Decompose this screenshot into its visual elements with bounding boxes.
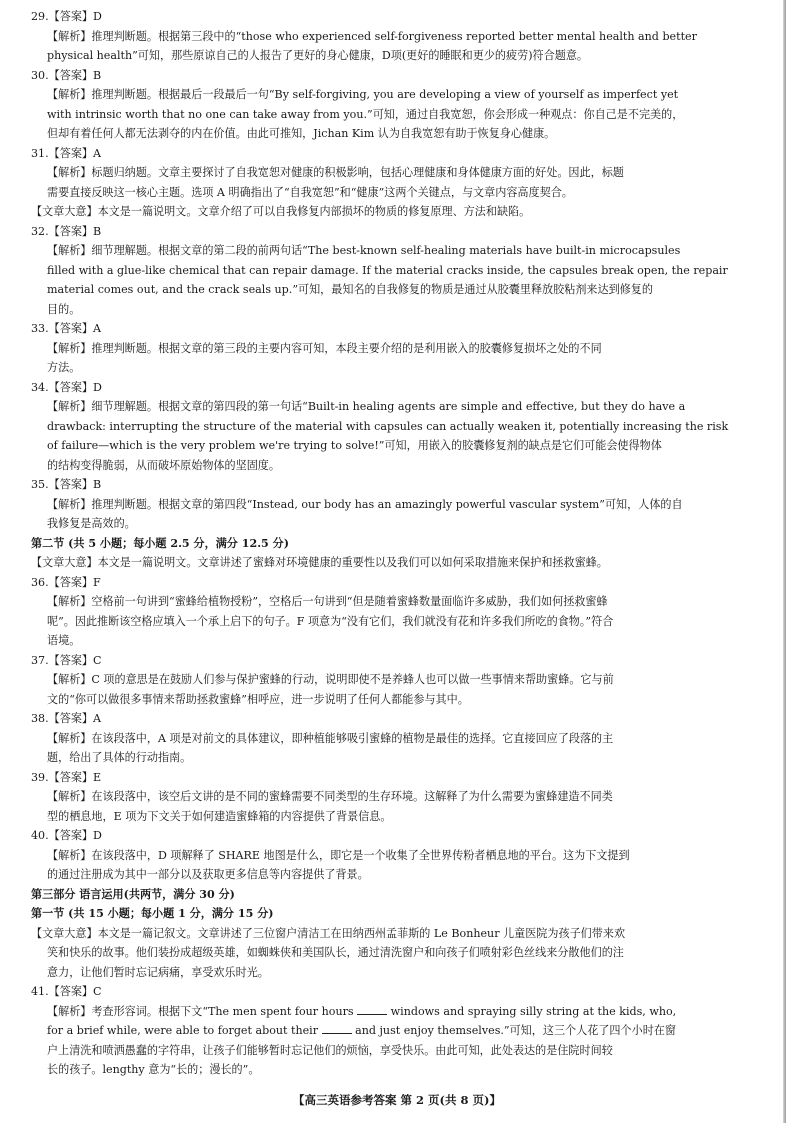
passage-summary-line: 意力，让他们暂时忘记病痛，享受欢乐时光。 — [47, 965, 269, 979]
q33-answer: 33.【答案】A — [31, 322, 102, 335]
q41-answer: 41.【答案】C — [31, 985, 102, 998]
q40-analysis-line: 【解析】在该段落中，D 项解释了 SHARE 地图是什么，即它是一个收集了全世界传粉者栖息地的平台。这为下文提到 — [47, 848, 630, 862]
q37-answer: 37.【答案】C — [31, 653, 102, 667]
q41-analysis-line — [31, 1021, 773, 1041]
answer-key-page — [31, 7, 773, 1080]
section-heading: 第二节 (共 5 小题；每小题 2.5 分，满分 12.5 分) — [31, 536, 289, 550]
q33-analysis-line: 方法。 — [47, 361, 81, 374]
q34-answer: 34.【答案】D — [31, 380, 102, 394]
q36-answer: 36.【答案】F — [31, 575, 101, 589]
q38-answer: 38.【答案】A — [31, 712, 102, 725]
q41-analysis-line — [31, 1002, 773, 1022]
q35-analysis-line: 我修复是高效的。 — [47, 517, 136, 530]
q34-analysis-line: 【解析】细节理解题。根据文章的第四段的第一句话“Built-in healing agents are simple and effective, but they do have a — [47, 400, 686, 413]
q34-analysis-line: of failure—which is the very problem we're trying to solve!”可知，用嵌入的胶囊修复剂的缺点是它们可能会使得物体 — [47, 439, 662, 452]
fill-blank — [357, 1004, 387, 1015]
q32-analysis-line: 目的。 — [47, 302, 81, 316]
q31-analysis-line: 需要直接反映这一核心主题。选项 A 明确指出了“自我宽恕”和“健康”这两个关键点，与文章内容高度契合。 — [47, 185, 573, 199]
section-heading: 第一节 (共 15 小题；每小题 1 分，满分 15 分) — [31, 907, 274, 920]
q39-analysis-line: 型的栖息地，E 项为下文关于如何建造蜜蜂箱的内容提供了背景信息。 — [47, 809, 392, 823]
passage-summary: 【文章大意】本文是一篇说明文。文章讲述了蜜蜂对环境健康的重要性以及我们可以如何采取措施来保护和拯救蜜蜂。 — [31, 556, 608, 569]
q29-analysis-line: physical health”可知，那些原谅自己的人报告了更好的身心健康，D项(更好的睡眠和更少的疲劳)符合题意。 — [47, 49, 589, 62]
q36-analysis-line: 呢”。因此推断该空格应填入一个承上启下的句子。F 项意为“没有它们，我们就没有花和许多我们所吃的食物。”符合 — [47, 614, 614, 628]
q41-analysis-text: windows and spraying silly string at the kids, who, — [390, 1004, 677, 1018]
q37-analysis-line: 【解析】C 项的意思是在鼓励人们参与保护蜜蜂的行动，说明即使不是养蜂人也可以做一些事情来帮助蜜蜂。它与前 — [47, 673, 614, 686]
q32-analysis-line: 【解析】细节理解题。根据文章的第二段的前两句话“The best-known self-healing materials have built-in microcapsules — [47, 244, 681, 257]
q41-analysis-text: and just enjoy themselves.”可知，这三个人花了四个小时在窗 — [355, 1024, 676, 1037]
q30-analysis-line: 但却有着任何人都无法剥夺的内在价值。由此可推知，Jichan Kim 认为自我宽恕有助于恢复身心健康。 — [47, 127, 556, 140]
q30-answer: 30.【答案】B — [31, 68, 102, 82]
q37-analysis-line: 文的“你可以做很多事情来帮助拯救蜜蜂”相呼应，进一步说明了任何人都能参与其中。 — [47, 692, 469, 706]
page-footer: 【高三英语参考答案 第 2 页(共 8 页)】 — [293, 1093, 501, 1107]
q39-analysis-line: 【解析】在该段落中，该空后文讲的是不同的蜜蜂需要不同类型的生存环境。这解释了为什么需要为蜜蜂建造不同类 — [47, 790, 613, 803]
q30-analysis-line: with intrinsic worth that no one can take away from you.”可知，通过自我宽恕，你会形成一种观点：你自己是不完美的， — [47, 107, 684, 121]
q32-analysis-line: filled with a glue-like chemical that can repair damage. If the material cracks inside, the capsules break open, the repair — [47, 263, 728, 277]
q30-analysis-line: 【解析】推理判断题。根据最后一段最后一句“By self-forgiving, you are developing a view of yourself as imperfect yet — [47, 88, 679, 101]
q39-answer: 39.【答案】E — [31, 770, 102, 784]
q34-analysis-line: 的结构变得脆弱，从而破坏原始物体的坚固度。 — [47, 458, 280, 472]
q33-analysis-line: 【解析】推理判断题。根据文章的第三段的主要内容可知，本段主要介绍的是利用嵌入的胶囊修复损坏之处的不同 — [47, 341, 602, 355]
q41-analysis-text: 【解析】考查形容词。根据下文“The men spent four hours — [47, 1004, 354, 1018]
passage-summary: 【文章大意】本文是一篇记叙文。文章讲述了三位窗户清洁工在田纳西州孟菲斯的 Le Bonheur 儿童医院为孩子们带来欢 — [31, 926, 626, 940]
q31-analysis-line: 【解析】标题归纳题。文章主要探讨了自我宽恕对健康的积极影响，包括心理健康和身体健康方面的好处。因此，标题 — [47, 166, 624, 179]
scan-edge — [783, 0, 786, 1123]
part-heading: 第三部分 语言运用(共两节，满分 30 分) — [31, 887, 235, 901]
q35-answer: 35.【答案】B — [31, 478, 102, 491]
q29-analysis-line: 【解析】推理判断题。根据第三段中的“those who experienced self-forgiveness reported better mental health and better — [47, 29, 697, 43]
q41-analysis-text: for a brief while, were able to forget about their — [47, 1024, 319, 1037]
q35-analysis-line: 【解析】推理判断题。根据文章的第四段“Instead, our body has an amazingly powerful vascular system”可知，人体的自 — [47, 497, 683, 511]
q40-answer: 40.【答案】D — [31, 829, 102, 842]
q31-answer: 31.【答案】A — [31, 146, 102, 160]
q34-analysis-line: drawback: interrupting the structure of the material with capsules can actually weaken it, potentially increasing the risk — [47, 419, 729, 433]
q32-answer: 32.【答案】B — [31, 224, 102, 238]
q40-analysis-line: 的通过注册成为其中一部分以及获取更多信息等内容提供了背景。 — [47, 868, 369, 881]
fill-blank — [322, 1023, 352, 1034]
q38-analysis-line: 【解析】在该段落中，A 项是对前文的具体建议，即种植能够吸引蜜蜂的植物是最佳的选择。它直接回应了段落的主 — [47, 731, 614, 745]
q38-analysis-line: 题，给出了具体的行动指南。 — [47, 751, 192, 764]
q29-answer: 29.【答案】D — [31, 10, 102, 23]
passage-summary-line: 笑和快乐的故事。他们装扮成超级英雄，如蜘蛛侠和美国队长，通过清洗窗户和向孩子们喷射彩色丝线来分散他们的注 — [47, 946, 624, 959]
q36-analysis-line: 语境。 — [47, 634, 81, 647]
q32-analysis-line: material comes out, and the crack seals up.”可知，最知名的自我修复的物质是通过从胶囊里释放胶粘剂来达到修复的 — [47, 283, 653, 296]
passage-summary: 【文章大意】本文是一篇说明文。文章介绍了可以自我修复内部损坏的物质的修复原理、方法和缺陷。 — [31, 205, 531, 218]
q41-analysis-line: 长的孩子。lengthy 意为“长的；漫长的”。 — [47, 1063, 260, 1076]
q41-analysis-line: 户上清洗和喷洒愚蠢的字符串，让孩子们能够暂时忘记他们的烦恼，享受快乐。由此可知，此处表达的是住院时间较 — [47, 1043, 613, 1057]
q36-analysis-line: 【解析】空格前一句讲到“蜜蜂给植物授粉”，空格后一句讲到“但是随着蜜蜂数量面临许多威胁，我们如何拯救蜜蜂 — [47, 595, 608, 608]
